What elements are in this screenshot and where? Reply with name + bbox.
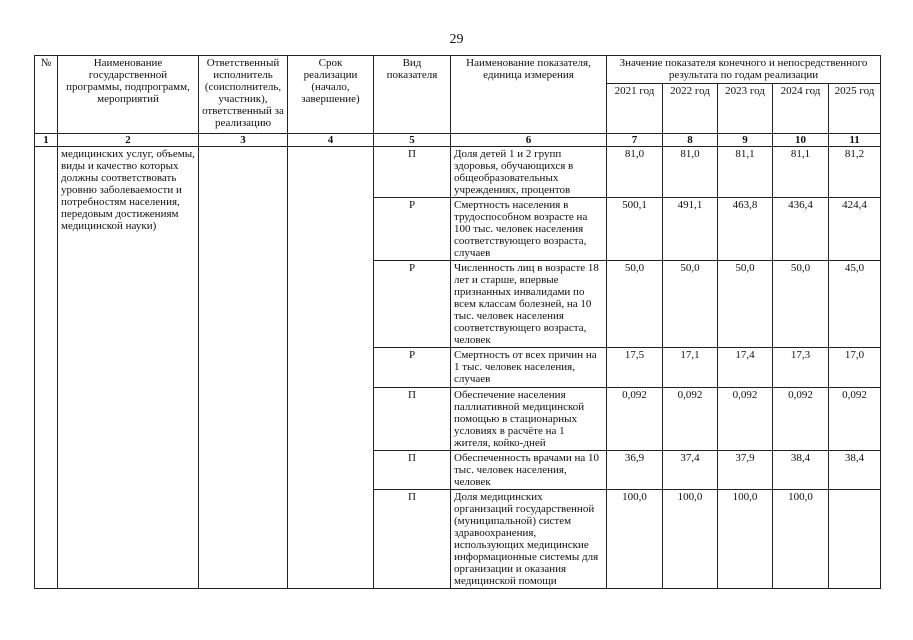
value-2022: 491,1 [663,198,718,261]
indicator-name: Доля медицинских организаций государственной (муниципальной) систем здравоохранения, использующих медицинские информационные системы для организации и оказания медицинской помощи [451,490,607,589]
value-2023: 81,1 [718,147,773,198]
value-2025: 17,0 [829,348,881,388]
value-2024: 81,1 [773,147,829,198]
column-number: 2 [58,134,199,147]
value-2025: 0,092 [829,388,881,451]
indicators-table [34,55,881,589]
value-2022: 50,0 [663,261,718,348]
value-2024: 38,4 [773,451,829,490]
indicator-name: Смертность от всех причин на 1 тыс. человек населения, случаев [451,348,607,388]
column-number: 6 [451,134,607,147]
value-2023: 100,0 [718,490,773,589]
column-number: 7 [607,134,663,147]
header-year-2024: 2024 год [773,84,829,134]
column-number: 4 [288,134,374,147]
indicator-name: Доля детей 1 и 2 групп здоровья, обучающихся в общеобразовательных учреждениях, процентов [451,147,607,198]
header-type: Вид показателя [374,56,451,134]
value-2025: 38,4 [829,451,881,490]
value-2024: 100,0 [773,490,829,589]
indicator-name: Обеспеченность врачами на 10 тыс. человек населения, человек [451,451,607,490]
value-2023: 50,0 [718,261,773,348]
value-2023: 37,9 [718,451,773,490]
indicator-type: П [374,490,451,589]
value-2024: 17,3 [773,348,829,388]
header-row-1 [35,56,881,84]
indicator-type: П [374,451,451,490]
header-executor: Ответственный исполнитель (соисполнитель, участник), ответственный за реализацию [199,56,288,134]
indicator-type: Р [374,348,451,388]
value-2024: 50,0 [773,261,829,348]
column-number-row [35,134,881,147]
value-2022: 100,0 [663,490,718,589]
value-2022: 81,0 [663,147,718,198]
value-2021: 100,0 [607,490,663,589]
indicator-name: Численность лиц в возрасте 18 лет и старше, впервые признанных инвалидами по всем классам болезней, на 10 тыс. человек населения соответствующего возраста, человек [451,261,607,348]
indicator-type: П [374,388,451,451]
column-number: 1 [35,134,58,147]
header-year-2025: 2025 год [829,84,881,134]
term-cell [288,147,374,589]
value-2025: 45,0 [829,261,881,348]
value-2021: 50,0 [607,261,663,348]
value-2024: 436,4 [773,198,829,261]
row-number-cell [35,147,58,589]
header-year-2022: 2022 год [663,84,718,134]
indicator-type: Р [374,198,451,261]
value-2023: 0,092 [718,388,773,451]
value-2022: 37,4 [663,451,718,490]
header-num: № [35,56,58,134]
column-number: 5 [374,134,451,147]
value-2025: 81,2 [829,147,881,198]
value-2023: 17,4 [718,348,773,388]
value-2025 [829,490,881,589]
indicator-name: Обеспечение населения паллиативной медицинской помощью в стационарных условиях в расчёте на 1 жителя, койко-дней [451,388,607,451]
column-number: 8 [663,134,718,147]
page-number: 29 [449,32,464,47]
indicator-type: П [374,147,451,198]
value-2023: 463,8 [718,198,773,261]
activity-name: медицинских услуг, объемы, виды и качество которых должны соответствовать уровню заболеваемости и потребностям населения, передовым достижениям медицинской науки) [58,147,199,589]
value-2022: 17,1 [663,348,718,388]
header-indicator: Наименование показателя, единица измерения [451,56,607,134]
value-2024: 0,092 [773,388,829,451]
header-term: Срок реализации (начало, завершение) [288,56,374,134]
value-2021: 0,092 [607,388,663,451]
value-2022: 0,092 [663,388,718,451]
column-number: 10 [773,134,829,147]
value-2021: 17,5 [607,348,663,388]
indicator-name: Смертность населения в трудоспособном возрасте на 100 тыс. человек населения соответствующего возраста, случаев [451,198,607,261]
value-2021: 36,9 [607,451,663,490]
table-row [35,147,881,198]
header-values-group: Значение показателя конечного и непосредственного результата по годам реализации [607,56,881,84]
value-2021: 81,0 [607,147,663,198]
column-number: 9 [718,134,773,147]
indicator-type: Р [374,261,451,348]
value-2021: 500,1 [607,198,663,261]
executor-cell [199,147,288,589]
value-2025: 424,4 [829,198,881,261]
column-number: 3 [199,134,288,147]
column-number: 11 [829,134,881,147]
header-name: Наименование государственной программы, подпрограмм, мероприятий [58,56,199,134]
header-year-2023: 2023 год [718,84,773,134]
header-year-2021: 2021 год [607,84,663,134]
